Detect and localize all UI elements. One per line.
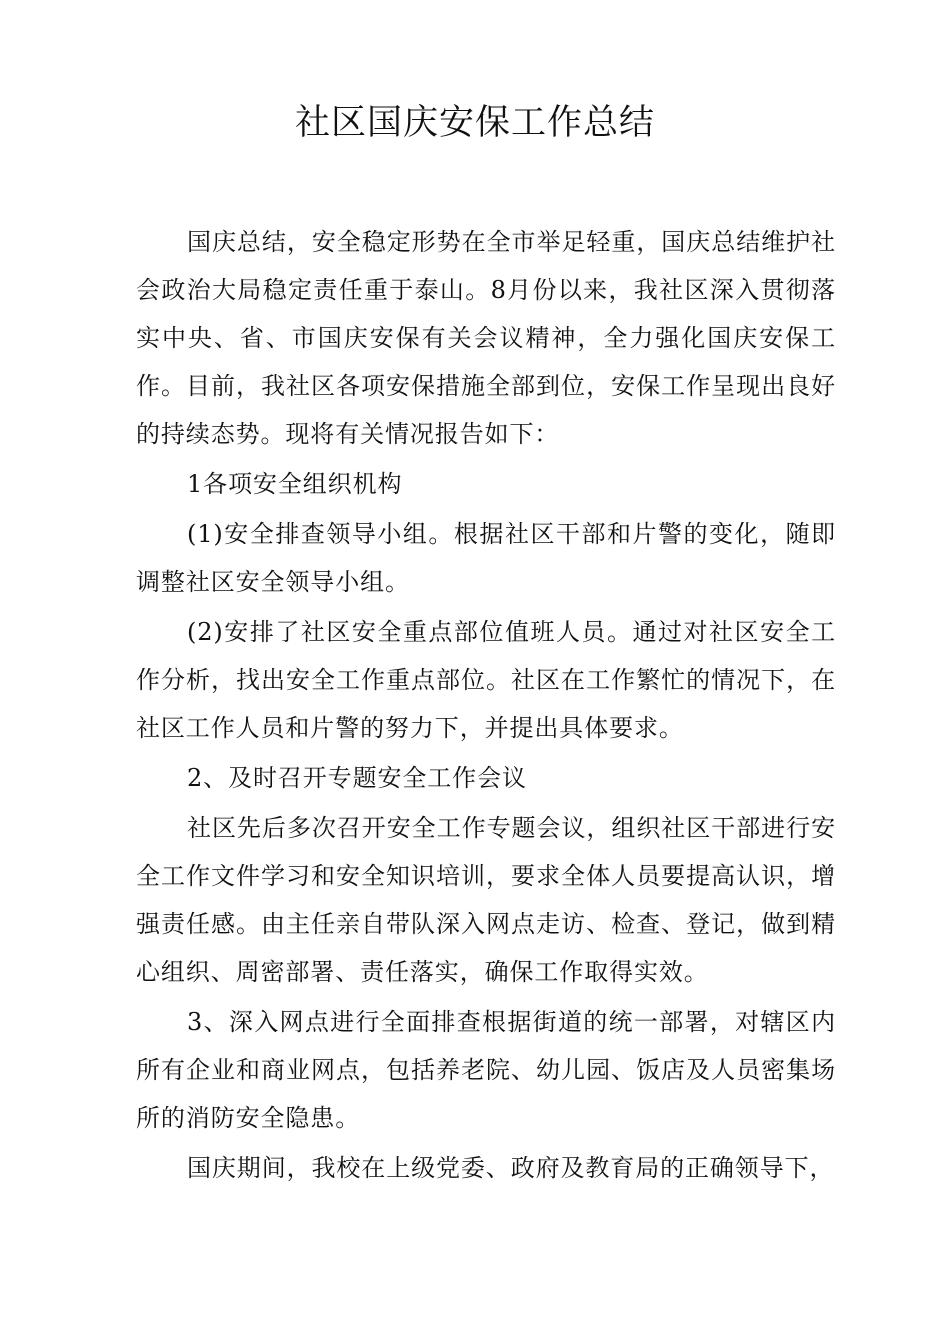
paragraph-item-2: (2)安排了社区安全重点部位值班人员。通过对社区安全工作分析，找出安全工作重点部位。社区在工作繁忙的情况下，在社区工作人员和片警的努力下，并提出具体要求。 — [136, 618, 836, 742]
document-title: 社区国庆安保工作总结 — [294, 103, 655, 143]
paragraph-meetings: 社区先后多次召开安全工作专题会议，组织社区干部进行安全工作文件学习和安全知识培训，要求全体人员要提高认识，增强责任感。由主任亲自带队深入网点走访、检查、登记，做到精心组织、周密部署、责任落实，确保工作取得实效。 — [136, 814, 836, 986]
heading-section-2: 2、及时召开专题安全工作会议 — [187, 764, 527, 792]
heading-section-1: 1各项安全组织机构 — [187, 470, 403, 498]
document-body — [136, 218, 836, 1194]
paragraph-national-day: 国庆期间，我校在上级党委、政府及教育局的正确领导下， — [187, 1154, 835, 1182]
paragraph-section-3: 3、深入网点进行全面排查根据街道的统一部署，对辖区内所有企业和商业网点，包括养老院、幼儿园、饭店及人员密集场所的消防安全隐患。 — [136, 1008, 836, 1132]
paragraph-intro: 国庆总结，安全稳定形势在全市举足轻重，国庆总结维护社会政治大局稳定责任重于泰山。8月份以来，我社区深入贯彻落实中央、省、市国庆安保有关会议精神，全力强化国庆安保工作。目前，我社区各项安保措施全部到位，安保工作呈现出良好的持续态势。现将有关情况报告如下： — [136, 228, 836, 448]
paragraph-item-1: (1)安全排查领导小组。根据社区干部和片警的变化，随即调整社区安全领导小组。 — [136, 520, 836, 596]
